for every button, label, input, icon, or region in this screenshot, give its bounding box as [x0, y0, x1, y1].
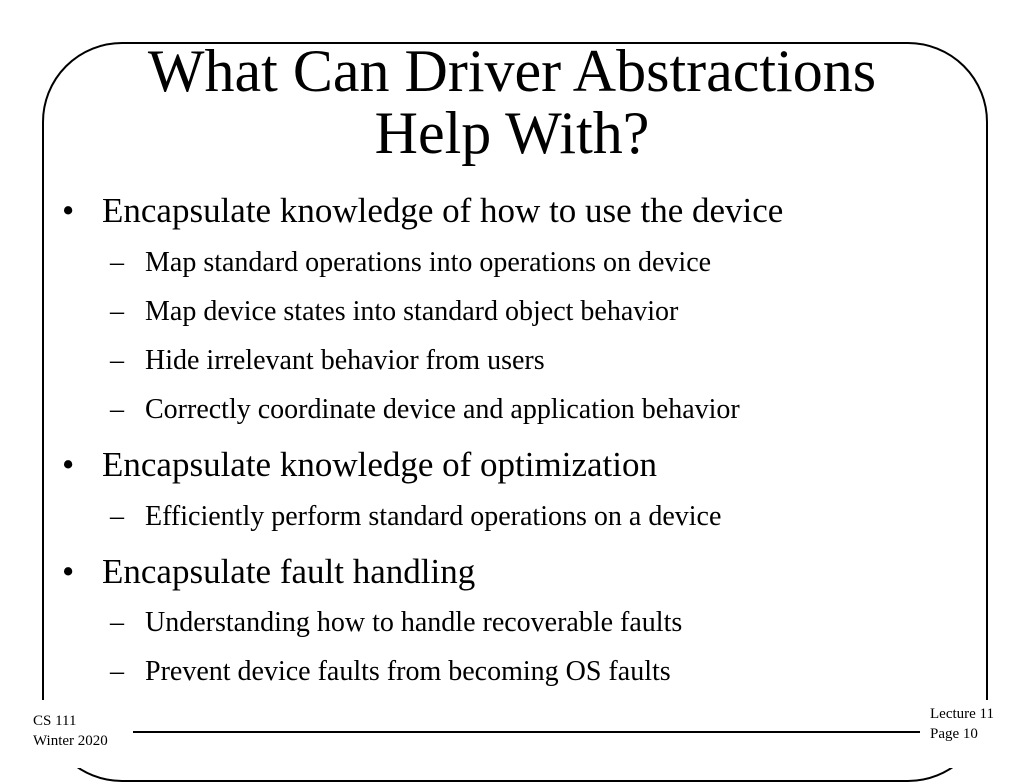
footer-divider [133, 731, 920, 733]
slide-title [0, 40, 1024, 164]
dash-marker: – [110, 607, 124, 638]
title-line-2: Help With? [374, 100, 650, 166]
sub-bullet-text: Map standard operations into operations on device [145, 247, 712, 278]
frame-mask [0, 700, 1024, 768]
term-label: Winter 2020 [33, 733, 108, 749]
sub-bullet-text: Correctly coordinate device and application behavior [145, 394, 740, 425]
bullet-text: Encapsulate knowledge of optimization [102, 445, 657, 484]
sub-bullet-text: Hide irrelevant behavior from users [145, 345, 545, 376]
course-label: CS 111 [33, 713, 77, 729]
title-line-1: What Can Driver Abstractions [147, 38, 877, 104]
sub-bullet-text: Map device states into standard object behavior [145, 296, 679, 327]
page-label: Page 10 [930, 726, 978, 742]
sub-bullet-text: Prevent device faults from becoming OS faults [145, 656, 671, 687]
bullet-text: Encapsulate fault handling [102, 552, 476, 591]
bullet-text: Encapsulate knowledge of how to use the device [102, 191, 784, 230]
footer-course-info [33, 711, 108, 751]
sub-bullet-text: Understanding how to handle recoverable faults [145, 607, 683, 638]
dash-marker: – [110, 345, 124, 376]
bullet-marker: • [62, 191, 75, 230]
dash-marker: – [110, 247, 124, 278]
bullet-marker: • [62, 552, 75, 591]
dash-marker: – [110, 394, 124, 425]
bullet-marker: • [62, 445, 75, 484]
sub-bullet-text: Efficiently perform standard operations on a device [145, 501, 722, 532]
dash-marker: – [110, 501, 124, 532]
dash-marker: – [110, 656, 124, 687]
lecture-label: Lecture 11 [930, 706, 994, 722]
dash-marker: – [110, 296, 124, 327]
footer-page-info [930, 704, 994, 744]
